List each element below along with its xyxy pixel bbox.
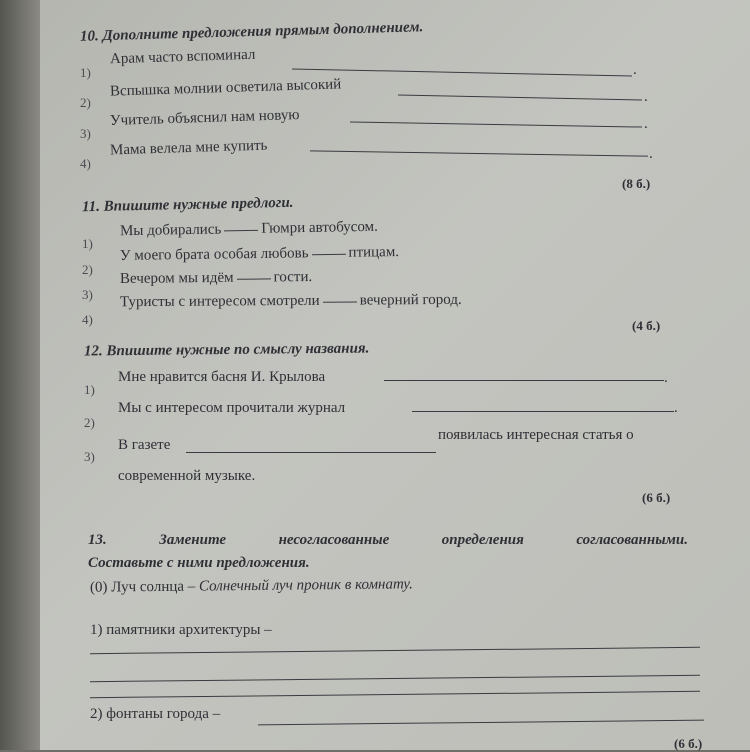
task10-item4-end: . xyxy=(649,146,653,162)
task11-item2-after: птицам. xyxy=(348,244,400,261)
task12-header: 12. Впишите нужные по смыслу названия. xyxy=(83,340,370,360)
task10-item4-answer-line[interactable] xyxy=(310,150,648,156)
task12-item1-text: Мне нравится басня И. Крылова xyxy=(118,369,326,385)
task13-header-line2: Составьте с ними предложения. xyxy=(88,555,310,571)
task10-item3-answer-line[interactable] xyxy=(350,121,642,127)
task11-item1 xyxy=(120,219,378,240)
task12-item1-answer-line[interactable] xyxy=(384,380,664,381)
task11-item2 xyxy=(120,244,399,265)
task12-item2-end: . xyxy=(674,400,678,416)
task10-item2-text: Вспышка молнии осветила высокий xyxy=(109,76,342,100)
task11-item1-after: Гюмри автобусом. xyxy=(261,218,378,237)
task13-example-italic: Солнечный луч проник в комнату. xyxy=(198,576,413,595)
task11-item4-blank[interactable] xyxy=(323,302,357,303)
task12-item2-text: Мы с интересом прочитали журнал xyxy=(118,400,346,416)
task11-item4-before: Туристы с интересом смотрели xyxy=(119,292,320,311)
task13-example-plain: (0) Луч солнца – xyxy=(89,578,200,596)
task13-number: 13. xyxy=(88,532,107,548)
task10-item1-number: 1) xyxy=(80,65,91,80)
task12-score: (6 б.) xyxy=(642,490,671,505)
task13-score: (6 б.) xyxy=(674,736,703,751)
task13-word3: определения xyxy=(441,532,524,548)
worksheet-page xyxy=(40,0,750,750)
task12-item2-answer-line[interactable] xyxy=(412,411,674,412)
task10-item3-number: 3) xyxy=(80,126,91,141)
task10-item3-end: . xyxy=(644,116,648,132)
task12-item3-answer-line[interactable] xyxy=(186,452,436,453)
task12-item3-text: В газете xyxy=(118,437,171,453)
task11-item3 xyxy=(120,269,312,288)
task11-item3-blank[interactable] xyxy=(237,278,271,279)
task10-item1-text: Арам часто вспоминал xyxy=(109,46,256,68)
task13-word2: несогласованные xyxy=(278,532,390,548)
task12-item3-number: 3) xyxy=(84,449,95,464)
task13-item1-answer-line3[interactable] xyxy=(90,691,700,698)
task11-item1-number: 1) xyxy=(82,236,93,251)
task11-item2-blank[interactable] xyxy=(312,254,346,255)
task10-item1-end: . xyxy=(633,62,637,78)
task11-item1-before: Мы добирались xyxy=(119,221,222,240)
task11-item4 xyxy=(120,292,462,311)
task10-item2-answer-line[interactable] xyxy=(398,94,642,100)
task11-item2-before: У моего брата особая любовь xyxy=(119,245,309,264)
task10-header: 10. Дополните предложения прямым дополнением. xyxy=(79,19,424,45)
task13-word1: Замените xyxy=(159,532,227,548)
task13-example xyxy=(90,576,413,596)
task13-item1: 1) памятники архитектуры – xyxy=(90,622,272,638)
task13-item1-answer-line1[interactable] xyxy=(90,647,700,654)
task11-item1-blank[interactable] xyxy=(224,230,258,232)
book-spine-shadow xyxy=(0,0,40,750)
task11-header: 11. Впишите нужные предлоги. xyxy=(81,194,294,216)
task13-header-line1 xyxy=(88,532,688,549)
task11-item2-number: 2) xyxy=(82,262,93,277)
task11-item4-number: 4) xyxy=(82,312,93,327)
task11-item4-after: вечерний город. xyxy=(359,291,462,309)
task10-item3-text: Учитель объяснил нам новую xyxy=(109,107,300,129)
task13-item2-answer-line[interactable] xyxy=(258,720,704,726)
task10-item1-answer-line[interactable] xyxy=(292,68,632,76)
task11-score: (4 б.) xyxy=(632,318,661,333)
task12-item1-number: 1) xyxy=(84,382,95,397)
task12-item2-number: 2) xyxy=(84,415,95,430)
task10-score: (8 б.) xyxy=(622,176,651,191)
task10-item2-number: 2) xyxy=(80,95,91,110)
task12-continuation: современной музыке. xyxy=(118,468,256,484)
task11-item3-before: Вечером мы идём xyxy=(119,269,234,288)
task12-item1-end: . xyxy=(664,370,668,386)
task10-item2-end: . xyxy=(644,89,648,105)
task10-item4-number: 4) xyxy=(80,156,91,171)
task11-item3-after: гости. xyxy=(273,268,313,286)
task13-word4: согласованными. xyxy=(576,532,688,548)
task13-item1-answer-line2[interactable] xyxy=(90,675,700,682)
task12-item3-after: появилась интересная статья о xyxy=(438,427,634,443)
task11-item3-number: 3) xyxy=(82,287,93,302)
task10-item4-text: Мама велела мне купить xyxy=(109,137,268,159)
task13-item2: 2) фонтаны города – xyxy=(90,706,221,722)
